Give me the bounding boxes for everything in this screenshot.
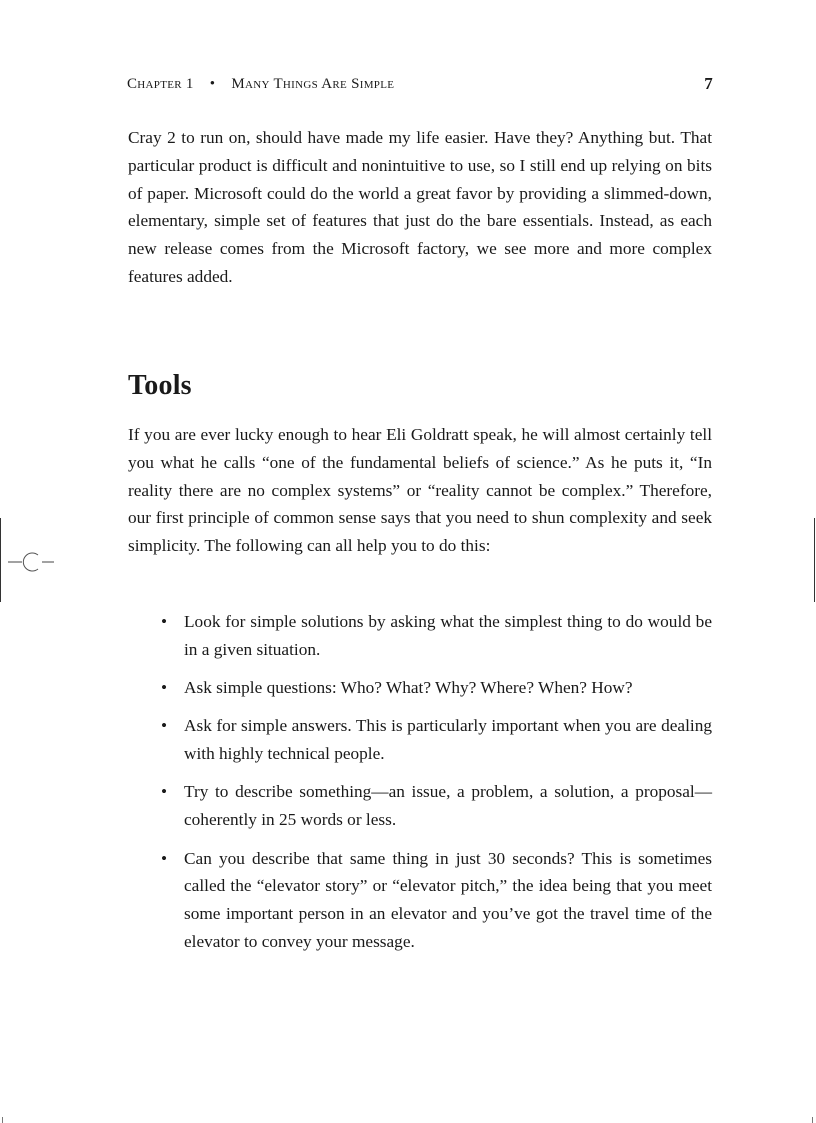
header-chapter-line [127, 76, 394, 93]
section-paragraph: If you are ever lucky enough to hear Eli Goldratt speak, he will almost certainly tell you what he calls “one of the fundamental beliefs of science.” As he puts it, “In reality there are no complex systems” or “reality cannot be complex.” Therefore, our first principle of common sense says that you need to shun complexity and seek simplicity. The following can all help you to do this: [128, 425, 712, 556]
crop-mark-left [0, 518, 1, 602]
header-title: Many Things Are Simple [231, 76, 395, 92]
list-item-text: Ask simple questions: Who? What? Why? Where? When? How? [184, 678, 633, 698]
bullet-marker: • [161, 782, 168, 802]
bullet-list [128, 608, 712, 966]
bullet-marker: • [161, 612, 168, 631]
header-separator: • [209, 76, 216, 92]
list-item [128, 845, 712, 956]
list-item [128, 778, 712, 834]
list-item [128, 608, 712, 664]
list-item [128, 674, 712, 702]
intro-paragraph: Cray 2 to run on, should have made my life easier. Have they? Anything but. That particular product is difficult and nonintuitive to use, so I still end up relying on bits of paper. Microsoft could do the world a great favor by providing a slimmed-down, elementary, simple set of features that just do the bare essentials. Instead, as each new release comes from the Microsoft factory, we see more and more complex features added. [128, 128, 712, 286]
bullet-marker: • [161, 848, 168, 868]
list-item-text: Ask for simple answers. This is particularly important when you are dealing with highly technical people. [184, 716, 712, 764]
section-heading: Tools [128, 370, 192, 401]
list-item-text: Look for simple solutions by asking what the simplest thing to do would be in a given situation. [184, 612, 712, 659]
bullet-marker: • [161, 716, 168, 736]
header-chapter: Chapter 1 [127, 76, 194, 92]
crop-mark-right [814, 518, 815, 602]
list-item-text: Try to describe something—an issue, a problem, a solution, a proposal—coherently in 25 words or less. [184, 782, 712, 830]
registration-mark-icon [8, 548, 56, 576]
corner-tick [2, 1117, 3, 1123]
list-item [128, 712, 712, 768]
corner-tick [812, 1117, 813, 1123]
running-header [127, 76, 713, 96]
bullet-marker: • [161, 678, 168, 698]
page-number: 7 [704, 74, 713, 93]
list-item-text: Can you describe that same thing in just 30 seconds? This is sometimes called the “elevator story” or “elevator pitch,” the idea being that you meet some important person in an elevator and you’ve got the travel time of the elevator to convey your message. [184, 848, 712, 951]
